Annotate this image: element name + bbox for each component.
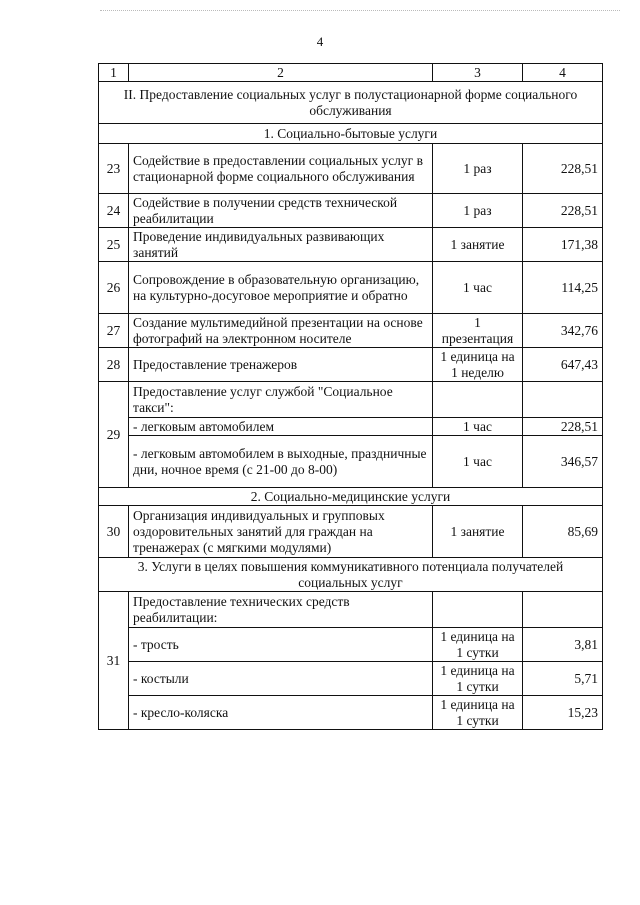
service-price-empty — [523, 382, 603, 418]
service-group-title: Предоставление услуг службой "Социальное такси": — [129, 382, 433, 418]
service-name: - кресло-коляска — [129, 696, 433, 730]
table-row — [99, 436, 603, 488]
table-row — [99, 144, 603, 194]
service-price: 171,38 — [523, 228, 603, 262]
service-unit: 1 час — [433, 436, 523, 488]
service-unit: 1 единица на 1 сутки — [433, 696, 523, 730]
service-name: - трость — [129, 628, 433, 662]
table-row — [99, 262, 603, 314]
service-name: Сопровождение в образовательную организацию, на культурно-досуговое мероприятие и обратно — [129, 262, 433, 314]
service-name: - легковым автомобилем в выходные, праздничные дни, ночное время (с 21-00 до 8-00) — [129, 436, 433, 488]
row-number: 27 — [99, 314, 129, 348]
service-name: - легковым автомобилем — [129, 418, 433, 436]
subsection-title: 3. Услуги в целях повышения коммуникативного потенциала получателей социальных услуг — [99, 558, 603, 592]
header-cell-unit: 3 — [433, 64, 523, 82]
table-row — [99, 382, 603, 418]
row-number: 30 — [99, 506, 129, 558]
service-price: 5,71 — [523, 662, 603, 696]
row-number: 26 — [99, 262, 129, 314]
service-price: 228,51 — [523, 144, 603, 194]
service-unit-empty — [433, 592, 523, 628]
service-unit: 1 презентация — [433, 314, 523, 348]
subsection-title: 1. Социально-бытовые услуги — [99, 124, 603, 144]
table-row — [99, 194, 603, 228]
scan-top-edge — [100, 10, 620, 11]
service-name: Содействие в получении средств технической реабилитации — [129, 194, 433, 228]
service-unit: 1 раз — [433, 144, 523, 194]
table-row — [99, 314, 603, 348]
tariff-table — [98, 63, 603, 730]
table-header-row — [99, 64, 603, 82]
row-number: 31 — [99, 592, 129, 730]
subsection-row — [99, 124, 603, 144]
service-group-title: Предоставление технических средств реабилитации: — [129, 592, 433, 628]
header-cell-number: 1 — [99, 64, 129, 82]
row-number: 24 — [99, 194, 129, 228]
section-title: II. Предоставление социальных услуг в полустационарной форме социального обслуживания — [99, 82, 603, 124]
table-row — [99, 348, 603, 382]
service-name: - костыли — [129, 662, 433, 696]
service-name: Создание мультимедийной презентации на основе фотографий на электронном носителе — [129, 314, 433, 348]
service-price: 346,57 — [523, 436, 603, 488]
service-price: 228,51 — [523, 194, 603, 228]
table-row — [99, 628, 603, 662]
service-name: Содействие в предоставлении социальных услуг в стационарной форме социального обслуживания — [129, 144, 433, 194]
service-name: Предоставление тренажеров — [129, 348, 433, 382]
section-row — [99, 82, 603, 124]
service-unit: 1 занятие — [433, 228, 523, 262]
service-unit: 1 час — [433, 262, 523, 314]
table-row — [99, 662, 603, 696]
table-row — [99, 228, 603, 262]
subsection-row — [99, 488, 603, 506]
row-number: 25 — [99, 228, 129, 262]
table-row — [99, 696, 603, 730]
row-number: 28 — [99, 348, 129, 382]
service-unit: 1 единица на 1 сутки — [433, 628, 523, 662]
subsection-title: 2. Социально-медицинские услуги — [99, 488, 603, 506]
page-number: 4 — [316, 34, 324, 49]
service-unit: 1 занятие — [433, 506, 523, 558]
table-row — [99, 592, 603, 628]
service-name: Организация индивидуальных и групповых оздоровительных занятий для граждан на тренажерах (с мягкими модулями) — [129, 506, 433, 558]
service-price-empty — [523, 592, 603, 628]
header-cell-service: 2 — [129, 64, 433, 82]
service-price: 85,69 — [523, 506, 603, 558]
service-unit: 1 единица на 1 сутки — [433, 662, 523, 696]
service-price: 342,76 — [523, 314, 603, 348]
service-price: 647,43 — [523, 348, 603, 382]
service-unit-empty — [433, 382, 523, 418]
service-unit: 1 единица на 1 неделю — [433, 348, 523, 382]
service-price: 15,23 — [523, 696, 603, 730]
service-price: 114,25 — [523, 262, 603, 314]
row-number: 23 — [99, 144, 129, 194]
service-price: 3,81 — [523, 628, 603, 662]
service-unit: 1 час — [433, 418, 523, 436]
subsection-row — [99, 558, 603, 592]
row-number: 29 — [99, 382, 129, 488]
service-unit: 1 раз — [433, 194, 523, 228]
service-price: 228,51 — [523, 418, 603, 436]
table-row — [99, 418, 603, 436]
service-name: Проведение индивидуальных развивающих занятий — [129, 228, 433, 262]
header-cell-price: 4 — [523, 64, 603, 82]
table-row — [99, 506, 603, 558]
